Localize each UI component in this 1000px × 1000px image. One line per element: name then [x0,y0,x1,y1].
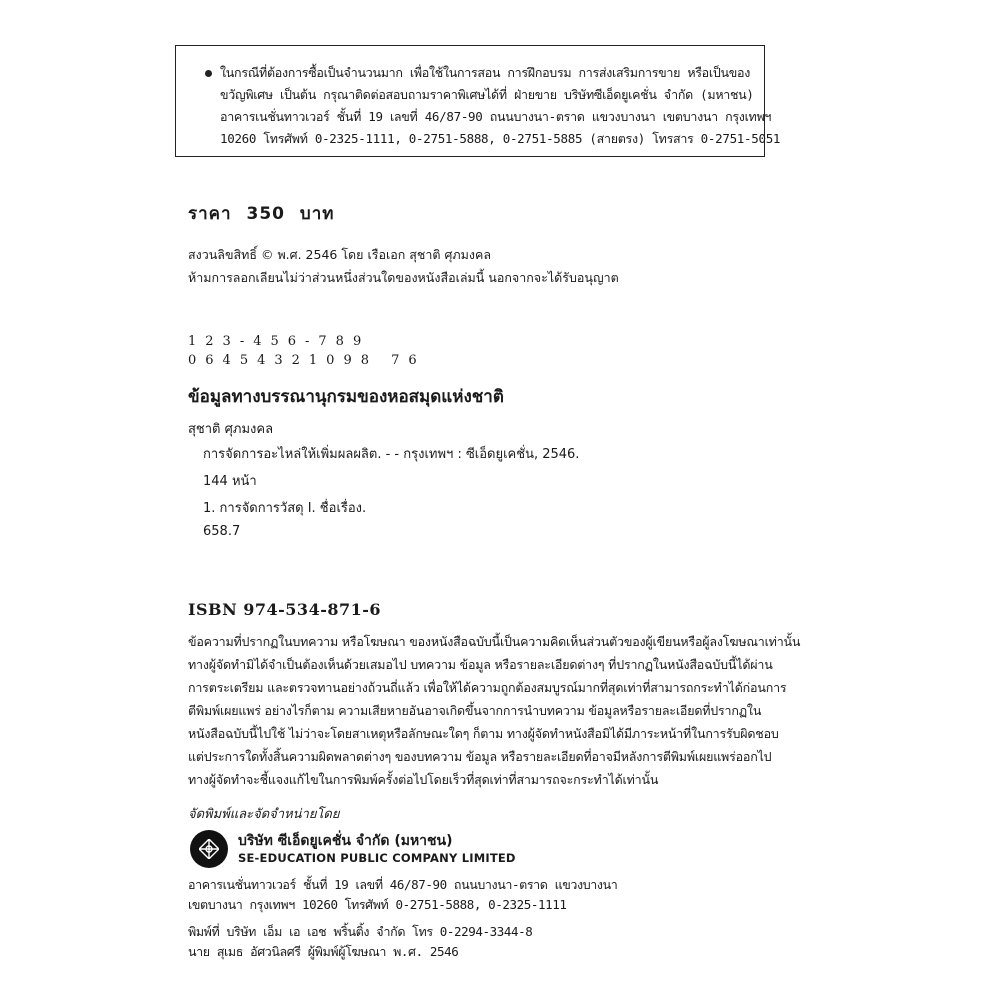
cip-author: สุชาติ ศุภมงคล [188,422,274,437]
publisher-address-line-2: เขตบางนา กรุงเทพฯ 10260 โทรศัพท์ 0-2751-5888, 0-2325-1111 [188,897,567,912]
copyright-line: สงวนลิขสิทธิ์ © พ.ศ. 2546 โดย เรือเอก สุชาติ ศุภมงคล [188,247,492,262]
notice-line-2: ขวัญพิเศษ เป็นต้น กรุณาติดต่อสอบถามราคาพิเศษได้ที่ ฝ่ายขาย บริษัทซีเอ็ดยูเคชั่น จำกัด (มหาชน) [220,87,754,102]
bullet-icon [205,70,212,77]
disclaimer-line-6: แต่ประการใดทั้งสิ้นความผิดพลาดต่างๆ ของบทความ ข้อมูล หรือรายละเอียดที่อาจมีหลังการตีพิมพ์เผยแพร่ออกไป [188,749,772,764]
printer-line: พิมพ์ที่ บริษัท เอ็ม เอ เอช พริ้นติ้ง จำกัด โทร 0-2294-3344-8 [188,924,533,939]
code-digits-line-2: 06454321098 76 [188,353,426,368]
cip-entry-title: การจัดการอะไหล่ให้เพิ่มผลผลิต. - - กรุงเทพฯ : ซีเอ็ดยูเคชั่น, 2546. [203,447,580,462]
price-label: ราคา 350 บาท [188,204,335,224]
code-digits-line-1: 123-456-789 [188,334,371,349]
isbn: ISBN 974-534-871-6 [188,600,382,619]
disclaimer-line-2: ทางผู้จัดทำมิได้จำเป็นต้องเห็นด้วยเสมอไป บทความ ข้อมูล หรือรายละเอียดต่างๆ ที่ปรากฏในหนังสือฉบับนี้ได้ผ่าน [188,657,773,672]
disclaimer-line-5: หนังสือฉบับนี้ไปใช้ ไม่ว่าจะโดยสาเหตุหรือลักษณะใดๆ ก็ตาม ทางผู้จัดทำหนังสือมิได้มีภาระหน้าที่ในการรับผิดชอบ [188,726,779,741]
publisher-label: จัดพิมพ์และจัดจำหน่ายโดย [188,807,340,822]
seed-logo-icon [190,830,228,868]
publisher-name-thai: บริษัท ซีเอ็ดยูเคชั่น จำกัด (มหาชน) [238,833,453,849]
cip-title: ข้อมูลทางบรรณานุกรมของหอสมุดแห่งชาติ [188,387,504,407]
cip-entry-pages: 144 หน้า [203,474,257,489]
cip-entry-classification: 658.7 [203,524,241,539]
cip-entry-subject: 1. การจัดการวัสดุ I. ชื่อเรื่อง. [203,501,367,516]
publisher-address-line-1: อาคารเนชั่นทาวเวอร์ ชั้นที่ 19 เลขที่ 46/87-90 ถนนบางนา-ตราด แขวงบางนา [188,877,618,892]
disclaimer-line-1: ข้อความที่ปรากฏในบทความ หรือโฆษณา ของหนังสือฉบับนี้เป็นความคิดเห็นส่วนตัวของผู้เขียนหรือผู้ลงโฆษณาเท่านั้น [188,634,801,649]
reproduction-notice: ห้ามการลอกเลียนไม่ว่าส่วนหนึ่งส่วนใดของหนังสือเล่มนี้ นอกจากจะได้รับอนุญาต [188,270,619,285]
notice-line-3: อาคารเนชั่นทาวเวอร์ ชั้นที่ 19 เลขที่ 46/87-90 ถนนบางนา-ตราด แขวงบางนา เขตบางนา กรุงเทพฯ [220,109,772,124]
notice-line-1: ในกรณีที่ต้องการซื้อเป็นจำนวนมาก เพื่อใช้ในการสอน การฝึกอบรม การส่งเสริมการขาย หรือเป็นของ [220,65,750,80]
disclaimer-line-4: ตีพิมพ์เผยแพร่ อย่างไรก็ตาม ความเสียหายอันอาจเกิดขึ้นจากการนำบทความ ข้อมูลหรือรายละเอียดที่ปรากฏใน [188,703,762,718]
disclaimer-line-3: การตระเตรียม และตรวจทานอย่างถ้วนถี่แล้ว เพื่อให้ได้ความถูกต้องสมบูรณ์มากที่สุดเท่าที่สามารถกระทำได้ก่อนการ [188,680,787,695]
notice-line-4: 10260 โทรศัพท์ 0-2325-1111, 0-2751-5888, 0-2751-5885 (สายตรง) โทรสาร 0-2751-5051 [220,131,781,146]
printer-owner-line: นาย สุเมธ อัศวนิลศรี ผู้พิมพ์ผู้โฆษณา พ.ศ. 2546 [188,944,459,959]
disclaimer-line-7: ทางผู้จัดทำจะชี้แจงแก้ไขในการพิมพ์ครั้งต่อไปโดยเร็วที่สุดเท่าที่สามารถจะกระทำได้เท่านั้น [188,772,659,787]
publisher-name-english: SE-EDUCATION PUBLIC COMPANY LIMITED [238,851,516,865]
